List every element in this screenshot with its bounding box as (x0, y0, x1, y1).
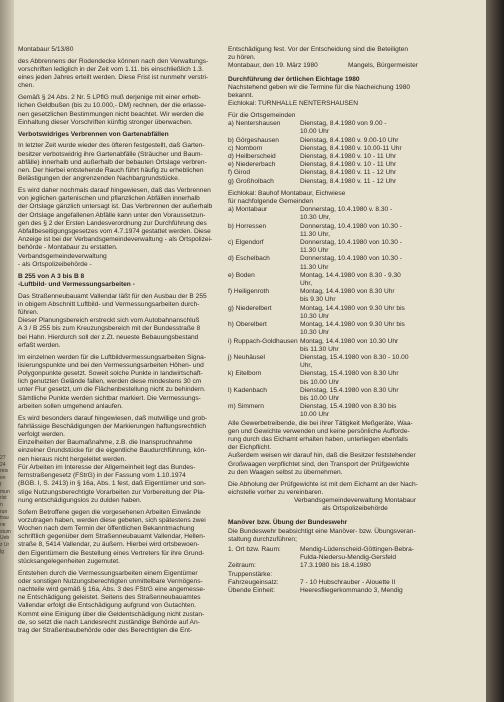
text-line: lisierungspunkte und bei den Vermessungsarbeiten Höhen- und (18, 361, 204, 369)
text-line: einzelner Grundstücke für die eigentliche Baudurchführung, kön- (18, 447, 207, 455)
text-line: den Eigentümern die Bestellung eines Vertreters für ihre Grund- (18, 549, 205, 557)
row-value: Donnerstag, 10.4.1980 v. 8.30 - (300, 206, 393, 214)
text-line: Belästigungen der angrenzenden Nachbargrundstücke. (18, 175, 180, 183)
paragraph (228, 84, 442, 100)
schedule-row-continuation (228, 231, 442, 239)
schedule-table-1 (228, 120, 442, 186)
row-label: h) Oberelbert (228, 321, 267, 329)
text-line: bekannt. (228, 92, 254, 100)
text-line: Alle Gewerbetreibende, die bei ihrer Tätigkeit Meßgeräte, Waa- (228, 419, 413, 427)
paragraph (228, 420, 442, 477)
row-spacer (228, 128, 300, 136)
margin-fragment: lg (0, 548, 4, 555)
text-line: gen des § 2 der Ersten Landesverordnung zur Durchführung des (18, 219, 207, 227)
schedule-row (228, 571, 442, 579)
row-value-continued: 10.00 Uhr (300, 128, 329, 136)
row-label: d) Eschelbach (228, 255, 270, 263)
text-line: unter Flur gesetzt, um die Flächenbestellung nicht zu behindern. (18, 386, 206, 394)
paragraph (18, 415, 224, 505)
text-line: schriftlich gegenüber dem Straßenneubauamt Vallendar, Hellen- (18, 533, 206, 541)
text-line: Einzelheiten der Baumaßnahme, z.B. die Inanspruchnahme (18, 439, 193, 447)
row-value-continued: 11.30 Uhr, (300, 230, 330, 238)
schedule-row-continuation (228, 362, 442, 370)
text-line: Die Abholung der Prüfgewichte ist mit dem Eichamt an der Nach- (228, 480, 418, 488)
margin-fragment: 24 (0, 461, 6, 468)
margin-fragment: z Ur (0, 542, 10, 549)
schedule-row-continuation (228, 395, 442, 403)
heading-line: B 255 von A 3 bis B 8 (18, 272, 85, 280)
row-spacer (228, 264, 300, 272)
row-label: a) Montabaur (228, 206, 268, 214)
schedule-row-continuation (228, 296, 442, 304)
row-value: Heeresfliegerkommando 3, Mendig (300, 586, 403, 594)
row-label: Übende Einheit: (228, 586, 275, 594)
row-value-continued: 10.30 Uhr (300, 329, 329, 337)
margin-text-fragments (0, 455, 14, 556)
text-line: der Eichpflicht. (228, 444, 272, 452)
text-line: von jeglichen gartenischen und pflanzlichen Abfällen innerhalb (18, 195, 200, 203)
text-line: in obigem Abschnitt Luftbild- und Vermessungsarbeiten durch- (18, 300, 200, 308)
text-line: lichen Geldbußen (bis zu 10.000,- DM) rechnen, der die erlasse- (18, 102, 207, 110)
row-label: g) Niederelbert (228, 304, 272, 312)
schedule-row-continuation (228, 313, 442, 321)
margin-fragment: mun (0, 488, 10, 495)
row-label: b) Horressen (228, 222, 267, 230)
schedule-row-continuation (228, 346, 442, 354)
paragraph (228, 46, 442, 62)
row-value-continued: 11.30 Uhr (300, 247, 329, 255)
margin-fragment: en (0, 475, 6, 482)
schedule-row-continuation (228, 128, 442, 136)
text-line: Außerdem weisen wir darauf hin, daß die Besitzer feststehender (228, 452, 416, 460)
row-spacer (228, 554, 300, 562)
text-line: Dieser Planungsbereich erstreckt sich vom Autobahnanschluß (18, 317, 200, 325)
row-value-continued: bis 10.00 Uhr (300, 378, 340, 386)
text-line: nen hieraus nicht hergeleitet werden. (18, 455, 127, 463)
schedule-row (228, 169, 442, 177)
row-label: Zeitraum: (228, 562, 256, 570)
text-line: Abfallbeseitigungsgesetzes vom 4.7.1974 gestattet werden. Diese (18, 228, 211, 236)
text-line: ne Entschädigung geleistet. Seitens des Straßenneubauamtes (18, 594, 201, 602)
schedule-row (228, 546, 442, 554)
schedule-row (228, 239, 442, 247)
row-label: f) Girod (228, 169, 250, 177)
text-line: Wochen nach dem Termin der öffentlichen Bekanntmachung (18, 524, 195, 532)
row-value-continued: Uhr, (300, 362, 313, 370)
schedule-row (228, 288, 442, 296)
text-line: Großwaagen verpflichtet sind, den Transport der Prüfgewichte (228, 460, 410, 468)
row-value: Dienstag, 15.4.1980 von 8.30 - 10.00 (300, 353, 409, 361)
paragraph (18, 187, 224, 269)
schedule-row (228, 387, 442, 395)
row-value: Dienstag, 8.4.1980 v. 9.00-10 Uhr (300, 136, 399, 144)
row-spacer (228, 329, 300, 337)
maneuver-table (228, 546, 442, 595)
schedule-row (228, 272, 442, 280)
text-line: Kommt eine Einigung über die Geldentschädigung nicht zustan- (18, 610, 205, 618)
text-line: Sämtliche Punkte werden sichtbar markiert. Die Vermessungs- (18, 394, 201, 402)
text-line: - als Ortspolizeibehörde - (18, 260, 92, 268)
text-line: Polygonpunkte gesetzt. Soweit solche Punkte in landwirtschaft- (18, 370, 203, 378)
text-line: eichstelle vorher zu vereinbaren. (228, 488, 324, 496)
text-line: fernstraßengesetz (FStrG) in der Fassung vom 1.10.1974 (18, 472, 186, 480)
text-line: staltung durchzuführen; (228, 535, 297, 543)
row-spacer (228, 346, 300, 354)
schedule-row (228, 579, 442, 587)
row-value-continued: bis 11.30 Uhr (300, 345, 339, 353)
text-line: gen und Gewichte verwenden und keine persönliche Aufforde- (228, 427, 410, 435)
row-spacer (228, 231, 300, 239)
text-line: A 3 / B 255 bis zum Kreuzungsbereich mit der Bundesstraße 8 (18, 325, 201, 333)
dateline (228, 62, 442, 70)
margin-fragment: 27 (0, 455, 6, 461)
margin-fragment: stum (0, 528, 11, 535)
margin-fragment: Ueb (0, 535, 10, 542)
margin-fragment: rist (0, 495, 7, 502)
schedule-row (228, 137, 442, 145)
schedule-row (228, 562, 442, 570)
row-value: Dienstag, 8.4.1980 v. 11 - 12 Uhr (300, 169, 397, 177)
text-line: vorschriften lediglich in der Zeit vom 1.11. bis einschließlich 1.3. (18, 66, 204, 73)
row-label: f) Heiligenroth (228, 288, 270, 296)
margin-fragment: f (0, 481, 2, 488)
row-value-continued: Uhr, (300, 280, 313, 288)
schedule-row-continuation (228, 554, 442, 562)
row-label: g) Großholbach (228, 177, 274, 185)
row-label: c) Nomborn (228, 144, 263, 152)
schedule-row (228, 338, 442, 346)
text-line: nen gesetzlichen Bestimmungen nicht beachtet. Wir werden die (18, 110, 204, 118)
row-label: m) Simmern (228, 403, 264, 411)
schedule-row (228, 178, 442, 186)
subheading: Für die Ortsgemeinden (228, 112, 296, 120)
schedule-row (228, 206, 442, 214)
margin-fragment: trau (0, 515, 9, 522)
text-line: trag der Straßenbaubehörde oder des Berechtigten die Ent- (18, 626, 193, 634)
row-value: Montag, 14.4.1980 von 9.30 Uhr bis (300, 321, 405, 329)
text-line: nachteile wird gemäß § 16a, Abs. 3 des FStrG eine angemesse- (18, 585, 206, 593)
signature-line: als Ortspolizeibehörde (322, 505, 388, 513)
left-column (18, 46, 224, 639)
row-value: Montag, 14.4.1980 von 10.30 Uhr (300, 337, 399, 345)
row-value: Dienstag, 8.4.1980 v. 10.00-11 Uhr (300, 144, 402, 152)
row-value: Dienstag, 15.4.1980 von 8.30 bis (300, 403, 397, 411)
text-line: (BGB. I, S. 2413) in § 16a, Abs. 1 fest, daß Eigentümer und son- (18, 480, 207, 488)
text-line: verfolgt werden. (18, 431, 65, 439)
row-value: Dienstag, 8.4.1980 v. 11 - 12 Uhr (300, 177, 397, 185)
row-spacer (228, 411, 300, 419)
book-edge (486, 0, 504, 702)
row-value-continued: 10.00 Uhr (300, 411, 329, 419)
row-value: Donnerstag, 10.4.1980 von 10.30 - (300, 239, 402, 247)
row-label: a) Nentershausen (228, 120, 281, 128)
schedule-row (228, 403, 442, 411)
text-line: Vallendar erfolgt die Entschädigung aufgrund von Gutachten. (18, 602, 197, 610)
text-line: oder sonstigen Nutzungsberechtigten unmittelbare Vermögens- (18, 577, 203, 585)
text-line: Nachstehend geben wir die Termine für die Nacheichung 1980 (228, 83, 411, 91)
text-line: Es wird besonders darauf hingewiesen, daß mutwillige und grob- (18, 414, 208, 422)
text-line: Für Arbeiten im Interesse der Allgemeinheit legt das Bundes- (18, 463, 196, 471)
row-value: 17.3.1980 bis 18.4.1980 (300, 562, 371, 570)
date-text: Montabaur, den 19. März 1980 (228, 62, 318, 70)
text-line: behörde - Montabaur zu erstatten. (18, 244, 118, 252)
text-line: Im einzelnen werden für die Luftbildvermessungsarbeiten Signa- (18, 353, 207, 361)
row-label: Fahrzeugeinsatz: (228, 578, 279, 586)
text-line: stücksangelegenheiten zugemutet. (18, 557, 120, 565)
text-line: der Ortslage angefallenen Abfälle kann unter den Voraussetzun- (18, 211, 206, 219)
text-line: zu den Waagen selbst zu übernehmen. (228, 468, 343, 476)
text-line: fahrlässige Beschädigungen der Markierungen haftungsrechtlich (18, 422, 207, 430)
paragraph (18, 509, 224, 566)
row-spacer (228, 280, 300, 288)
text-line: Anzeige ist bei der Verbandsgemeindeverwaltung - als Ortspolizei- (18, 236, 213, 244)
row-value: Montag, 14.4.1980 von 8.30 Uhr (300, 288, 395, 296)
text-line: führen. (18, 309, 39, 317)
row-label: j) Neuhäusel (228, 353, 266, 361)
text-line: Sofern Betroffene gegen die vorgesehenen Arbeiten Einwände (18, 508, 201, 516)
text-line: bei Hahn. Hierdurch soll der z.Zt. neueste Bebauungsbestand (18, 333, 199, 341)
text-line: nen. Der hierbei entstehende Rauch führt häufig zu erheblichen (18, 167, 204, 175)
signer-text: Mangels, Bürgermeister (348, 62, 418, 70)
row-spacer (228, 362, 300, 370)
signature-line: Verbandsgemeindeverwaltung Montabaur (293, 496, 417, 504)
margin-fragment: reis (0, 468, 9, 475)
schedule-row-continuation (228, 264, 442, 272)
row-value: 7 - 10 Hubschrauber - Alouette II (300, 578, 396, 586)
text-line: Das Straßenneubauamt Vallendar läßt für den Ausbau der B 255 (18, 292, 207, 300)
text-line: arbeiten sollen umgehend anlaufen. (18, 402, 123, 410)
paragraph (18, 570, 224, 636)
eichlokal-line: Eichlokal: TURNHALLE NENTERSHAUSEN (228, 100, 358, 108)
row-value: Dienstag, 8.4.1980 v. 10 - 11 Uhr (300, 161, 397, 169)
row-value-continued: 10.30 Uhr (300, 312, 329, 320)
right-column (228, 46, 442, 595)
row-label: e) Niedererbach (228, 161, 276, 169)
text-line: zu hören. (228, 54, 256, 62)
schedule-row (228, 223, 442, 231)
row-spacer (228, 395, 300, 403)
paragraph (228, 481, 442, 497)
row-value-continued: 10.30 Uhr, (300, 214, 331, 222)
schedule-row-continuation (228, 411, 442, 419)
paragraph (18, 94, 224, 127)
text-line: lich genutzten Gelände fallen, werden diese mindestens 30 cm (18, 378, 202, 386)
text-line: rung durch das Eichamt erhalten haben, unterliegen ebenfalls (228, 435, 408, 443)
row-value-continued: 11.30 Uhr (300, 263, 329, 271)
paragraph (18, 142, 224, 183)
margin-fragment: run (0, 508, 8, 515)
text-line: Einhaltung dieser Vorschriften künftig stronger überwachen. (18, 118, 193, 126)
row-spacer (228, 296, 300, 304)
schedule-table-2 (228, 206, 442, 419)
row-value-continued: bis 9.30 Uhr (300, 296, 336, 304)
text-line: besitzer verbotswidrig ihre Gartenabfälle (Sträucher und Baum- (18, 150, 203, 158)
row-spacer (228, 313, 300, 321)
subheading: für nachfolgende Gemeinden (228, 198, 314, 206)
section-heading: Manöver bzw. Übung der Bundeswehr (228, 519, 348, 527)
text-line: erfaßt werden. (18, 341, 61, 349)
row-value: Montag, 14.4.1980 von 9.30 Uhr bis (300, 304, 405, 312)
row-value: Dienstag, 8.4.1980 von 9.00 - (300, 120, 387, 128)
page-binding-edge (0, 0, 14, 702)
text-line: Entstehen durch die Vermessungsarbeiten einem Eigentümer (18, 569, 198, 577)
schedule-row (228, 370, 442, 378)
text-line: vorzutragen haben, werden diese gebeten, sich spätestens zwei (18, 516, 206, 524)
schedule-row (228, 153, 442, 161)
text-line: straße 8, 5414 Vallendar, zu äußern. Hierbei wird ortsbewoen- (18, 541, 200, 549)
paragraph (18, 58, 224, 91)
text-line: de, so setzt die nach Landesrecht zuständige Behörde auf An- (18, 618, 200, 626)
schedule-row (228, 161, 442, 169)
row-label: 1. Ort bzw. Raum: (228, 545, 281, 553)
row-value: Dienstag, 15.4.1980 von 8.30 Uhr (300, 370, 399, 378)
text-line: des Abbrennens der Rodendecke können nach den Verwaltungs- (18, 57, 209, 65)
row-label: b) Görgeshausen (228, 136, 279, 144)
row-label: e) Boden (228, 271, 255, 279)
schedule-row-continuation (228, 214, 442, 222)
row-value: Montag, 14.4.1980 von 8.30 - 9.30 (300, 271, 401, 279)
schedule-row-continuation (228, 379, 442, 387)
row-value (300, 571, 442, 579)
schedule-row (228, 255, 442, 263)
paragraph (18, 293, 224, 350)
text-line: Gemäß § 24 Abs. 2 Nr. 5 LPflG muß derjenige mit einer erheb- (18, 94, 201, 102)
row-label: c) Elgendorf (228, 239, 264, 247)
row-value: Mendig-Lüdenscheid-Göttingen-Bebra- (300, 545, 414, 553)
paragraph (18, 354, 224, 411)
text-line: eines jeden Jahres erteilt werden. Diese Frist ist nunmehr verstri- (18, 74, 209, 82)
text-line: Die Bundeswehr beabsichtigt eine Manöver- bzw. Übungsveran- (228, 527, 416, 535)
schedule-row-continuation (228, 329, 442, 337)
text-line: der Ortslage gänzlich untersagt ist. Das Verbrennen der außerhalb (18, 203, 213, 211)
text-line: In letzter Zeit wurde wieder des öfteren festgestellt, daß Garten- (18, 142, 205, 150)
row-value-continued: bis 10.00 Uhr (300, 394, 340, 402)
schedule-row (228, 354, 442, 362)
section-heading (18, 273, 224, 281)
text-line: Verbandsgemeindeverwaltung (18, 252, 107, 260)
page-header: Montabaur 5/13/80 (18, 46, 74, 53)
schedule-row (228, 587, 442, 595)
row-value: Donnerstag, 10.4.1980 von 10.30 - (300, 222, 402, 230)
paragraph (228, 528, 442, 544)
text-line: abfälle) innerhalb und außerhalb der bebauten Ortslage verbren- (18, 158, 207, 166)
text-line: nung entschädigungslos zu dulden haben. (18, 496, 142, 504)
schedule-row-continuation (228, 280, 442, 288)
row-label: d) Heilberscheid (228, 153, 276, 161)
row-label: k) Eitelborn (228, 370, 262, 378)
schedule-row (228, 305, 442, 313)
margin-fragment: n (0, 501, 3, 508)
eichlokal-line: Eichlokal: Bauhof Montabaur, Eichwiese (228, 189, 346, 197)
row-spacer (228, 214, 300, 222)
row-value: Dienstag, 8.4.1980 v. 10 - 11 Uhr (300, 153, 397, 161)
row-label: l) Kadenbach (228, 386, 267, 394)
schedule-row (228, 321, 442, 329)
margin-fragment: ne (0, 522, 6, 529)
section-subheading: -Luftbild- und Vermessungsarbeiten - (18, 280, 135, 288)
schedule-row-continuation (228, 247, 442, 255)
text-line: stige Nutzungsberechtigte Vorarbeiten zur Vorbereitung der Pla- (18, 488, 205, 496)
text-line: Entschädigung fest. Vor der Entscheidung sind die Beteiligten (228, 46, 408, 53)
row-spacer (228, 379, 300, 387)
row-label: Truppenstärke: (228, 570, 273, 578)
row-value: Dienstag, 15.4.1980 von 8.30 Uhr (300, 386, 399, 394)
schedule-row (228, 120, 442, 128)
section-heading: Verbotswidriges Verbrennen von Gartenabfällen (18, 130, 169, 138)
row-spacer (228, 247, 300, 255)
row-value-continued: Fulda-Niedersu-Mendig-Gersfeld (300, 554, 397, 562)
section-heading: Durchführung der örtlichen Eichtage 1980 (228, 75, 360, 83)
row-label: i) Ruppach-Goldhausen (228, 337, 298, 345)
text-line: chen. (18, 82, 35, 90)
row-value: Donnerstag, 10.4.1980 von 10.30 - (300, 255, 402, 263)
text-line: Es wird daher nochmals darauf hingewiesen, daß das Verbrennen (18, 187, 211, 195)
schedule-row (228, 145, 442, 153)
